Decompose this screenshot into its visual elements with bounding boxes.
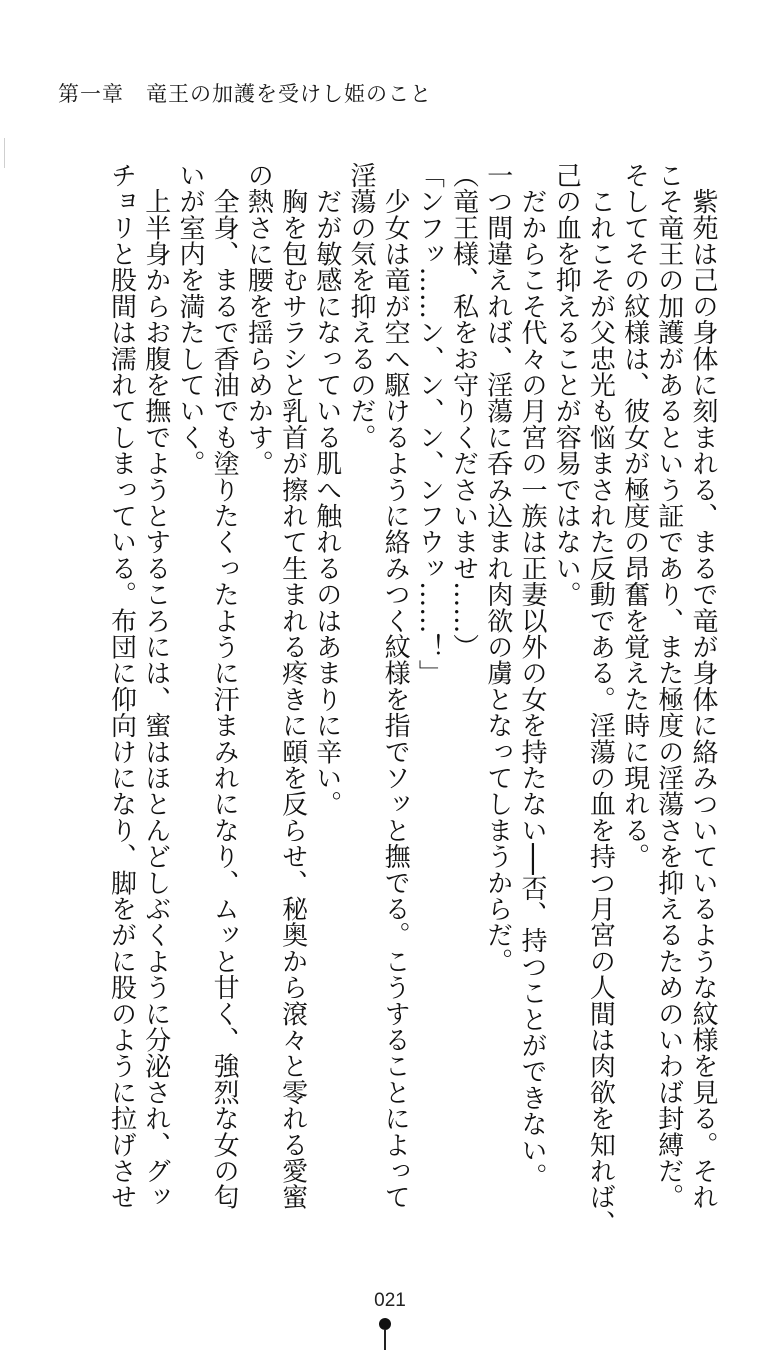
- text-line: （竜王様、私をお守りくださいませ……）: [448, 162, 479, 660]
- scan-margin-mark: [4, 138, 5, 168]
- text-line: 己の血を抑えることが容易ではない。: [551, 162, 582, 608]
- text-line: 上半身からお腹を撫でようとするころには、蜜はほとんどしぶくように分泌され、グッ: [140, 162, 171, 1210]
- text-line: 一つ間違えれば、淫蕩に呑み込まれ肉欲の虜となってしまうからだ。: [482, 162, 513, 975]
- folio-rule: [384, 1330, 386, 1350]
- text-line: そしてその紋様は、彼女が極度の昂奮を覚えた時に現れる。: [619, 162, 650, 870]
- text-line: の熱さに腰を揺らめかす。: [243, 162, 274, 477]
- text-line: 淫蕩の気を抑えるのだ。: [345, 162, 376, 451]
- text-line: だが敏感になっている肌へ触れるのはあまりに辛い。: [311, 162, 342, 817]
- text-line: こそ竜王の加護があるという証であり、また極度の淫蕩さを抑えるためのいわば封縛だ。: [653, 162, 684, 1210]
- text-line: チョリと股間は濡れてしまっている。布団に仰向けになり、脚をがに股のように拉げさせ: [106, 162, 137, 1210]
- text-line: いが室内を満たしていく。: [174, 162, 205, 477]
- text-line: 少女は竜が空へ駆けるように絡みつく紋様を指でソッと撫でる。こうすることによって: [380, 162, 411, 1210]
- page-number: 021: [374, 1290, 406, 1311]
- text-line: 紫苑は己の身体に刻まれる、まるで竜が身体に絡みついているような紋様を見る。それ: [688, 162, 718, 1210]
- running-head-chapter-title: 第一章 竜王の加護を受けし姫のこと: [58, 82, 432, 106]
- text-line: これこそが父忠光も悩まされた反動である。淫蕩の血を持つ月宮の人間は肉欲を知れば、: [585, 162, 616, 1237]
- folio-bullet: [379, 1318, 391, 1330]
- body-text-vertical: [104, 162, 720, 1237]
- text-line: 全身、まるで香油でも塗りたくったように汗まみれになり、ムッと甘く、強烈な女の匂: [209, 162, 240, 1210]
- text-line: だからこそ代々の月宮の一族は正妻以外の女を持たない──否、持つことができない。: [516, 162, 547, 1190]
- text-line: 胸を包むサラシと乳首が擦れて生まれる疼きに頤を反らせ、秘奥から滾々と零れる愛蜜: [277, 162, 308, 1210]
- text-line: 「ンフッ……ン、ン、ン、ンフウッ……！」: [414, 162, 445, 686]
